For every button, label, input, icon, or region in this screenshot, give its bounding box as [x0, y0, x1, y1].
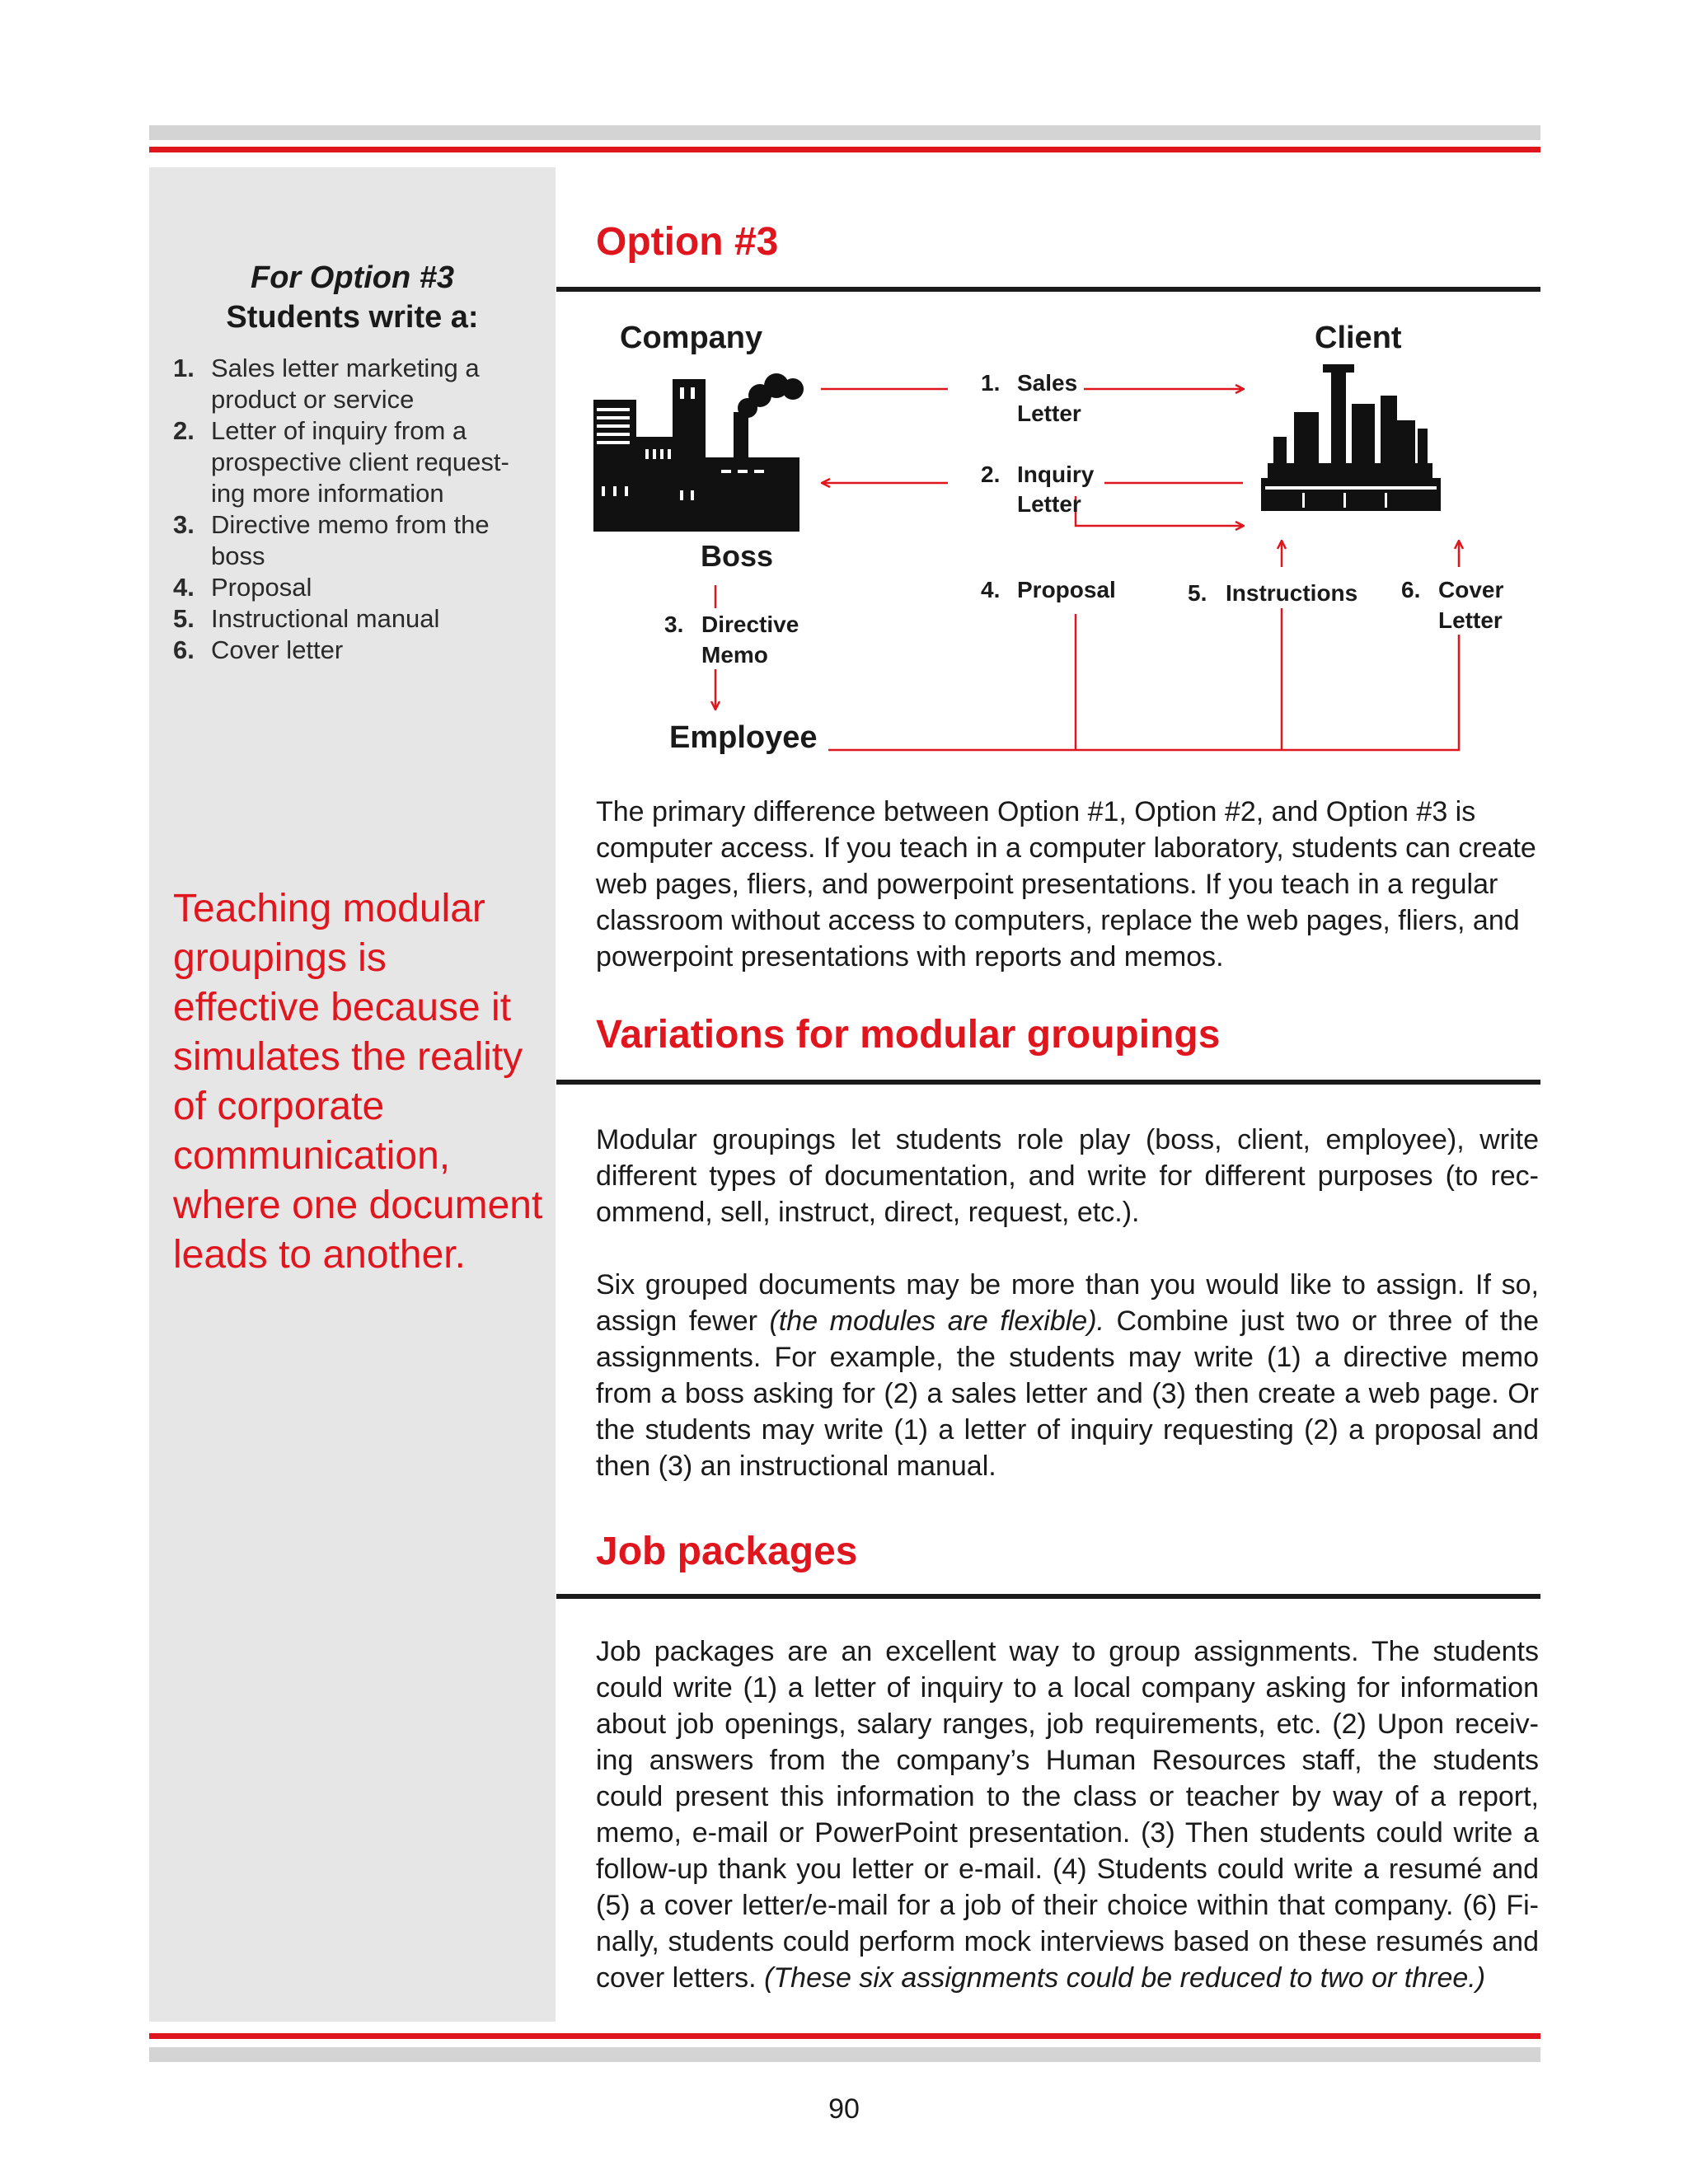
list-item: 1. Sales letter marketing a product or service [173, 354, 480, 414]
memo-label-2: Memo [701, 642, 768, 668]
job-packages-paragraph: Job packages are an excellent way to group assignments. The students could write (1) a letter of inquiry to a local company asking for information about job openings, salary ranges, job requirements, etc. (2) Upon receiv-ing answers from the company’s Human Resources staff, the students could present this information to the class or teacher by way of a report, memo, e-mail or PowerPoint presentation. (3) Then students could write a follow-up thank you letter or e-mail. (4) Students could write a resumé and (5) a cover letter/e-mail for a job of their choice within that company. (6) Fi-nally, students could perform mock interviews based on these resumés and cover letters. (These six assignments could be reduced to two or three.) [596, 1636, 1539, 1994]
inquiry-to-client-arrow [1076, 496, 1243, 526]
proposal-label: Proposal [1017, 577, 1116, 602]
job-packages-heading: Job packages [596, 1530, 858, 1573]
list-item: 6. Cover letter [173, 635, 344, 664]
inquiry-label-1: Inquiry [1017, 462, 1095, 487]
sales-label-2: Letter [1017, 401, 1081, 426]
client-label: Client [1315, 321, 1402, 355]
variations-paragraph-1: Modular groupings let students role play (boss, client, employee), write different types of documentation, and write for different purposes (to rec-ommend, sell, instruct, direct, request, etc.). [596, 1124, 1539, 1228]
sidebar-callout: Teaching modular groupings is effective because it simulates the reality of corporate communication, where one document leads to another. [173, 887, 543, 1277]
memo-num: 3. [664, 612, 684, 637]
variations-paragraph-2: Six grouped documents may be more than you would like to assign. If so, assign fewer (the modules are flexible). Combine just two or three of the assignments. For example, the students may write (1) a directive memo from a boss asking for (2) a sales letter and (3) then create a web page. Or the students may write (1) a letter of inquiry requesting (2) a proposal and then (3) an instructional manual. [596, 1269, 1539, 1482]
top-grey-band [149, 125, 1540, 140]
company-label: Company [620, 321, 763, 355]
sales-num: 1. [981, 370, 1001, 396]
document-flow-diagram [577, 313, 1517, 775]
sidebar-assignment-list [173, 353, 536, 666]
bottom-grey-band [149, 2047, 1540, 2062]
list-item: 3. Directive memo from the boss [173, 510, 490, 570]
instructions-label: Instructions [1226, 580, 1358, 606]
memo-label-1: Directive [701, 612, 799, 637]
refinery-icon [1261, 364, 1441, 511]
bottom-red-band [149, 2033, 1540, 2039]
option3-paragraph: The primary difference between Option #1, Option #2, and Option #3 is computer access. If you teach in a computer laboratory, students can create web pages, fliers, and powerpoint presentations. If you teach in a regular classroom without access to computers, replace the web pages, fliers, and powerpoint presentations with reports and memos. [596, 796, 1536, 972]
boss-label: Boss [701, 539, 774, 573]
sales-label-1: Sales [1017, 370, 1078, 396]
cover-label-1: Cover [1438, 577, 1504, 602]
option3-heading: Option #3 [596, 220, 779, 264]
employee-flow-line [828, 635, 1459, 750]
employee-label: Employee [669, 720, 818, 755]
variations-rule [556, 1080, 1540, 1085]
cover-label-2: Letter [1438, 607, 1503, 633]
page-number: 90 [828, 2093, 860, 2125]
sidebar-subtitle: Students write a: [226, 300, 479, 335]
inquiry-label-2: Letter [1017, 491, 1081, 517]
list-item: 5. Instructional manual [173, 604, 440, 633]
top-red-band [149, 147, 1540, 152]
proposal-num: 4. [981, 577, 1001, 602]
job-packages-rule [556, 1594, 1540, 1599]
cover-num: 6. [1401, 577, 1421, 602]
variations-heading: Variations for modular groupings [596, 1013, 1221, 1057]
factory-icon [593, 373, 804, 532]
list-item: 4. Proposal [173, 573, 312, 602]
list-item: 2. Letter of inquiry from a prospective client request-ing more information [173, 416, 509, 508]
sidebar-title: For Option #3 [251, 260, 454, 295]
option3-rule [556, 287, 1540, 292]
inquiry-num: 2. [981, 462, 1001, 487]
instructions-num: 5. [1188, 580, 1207, 606]
